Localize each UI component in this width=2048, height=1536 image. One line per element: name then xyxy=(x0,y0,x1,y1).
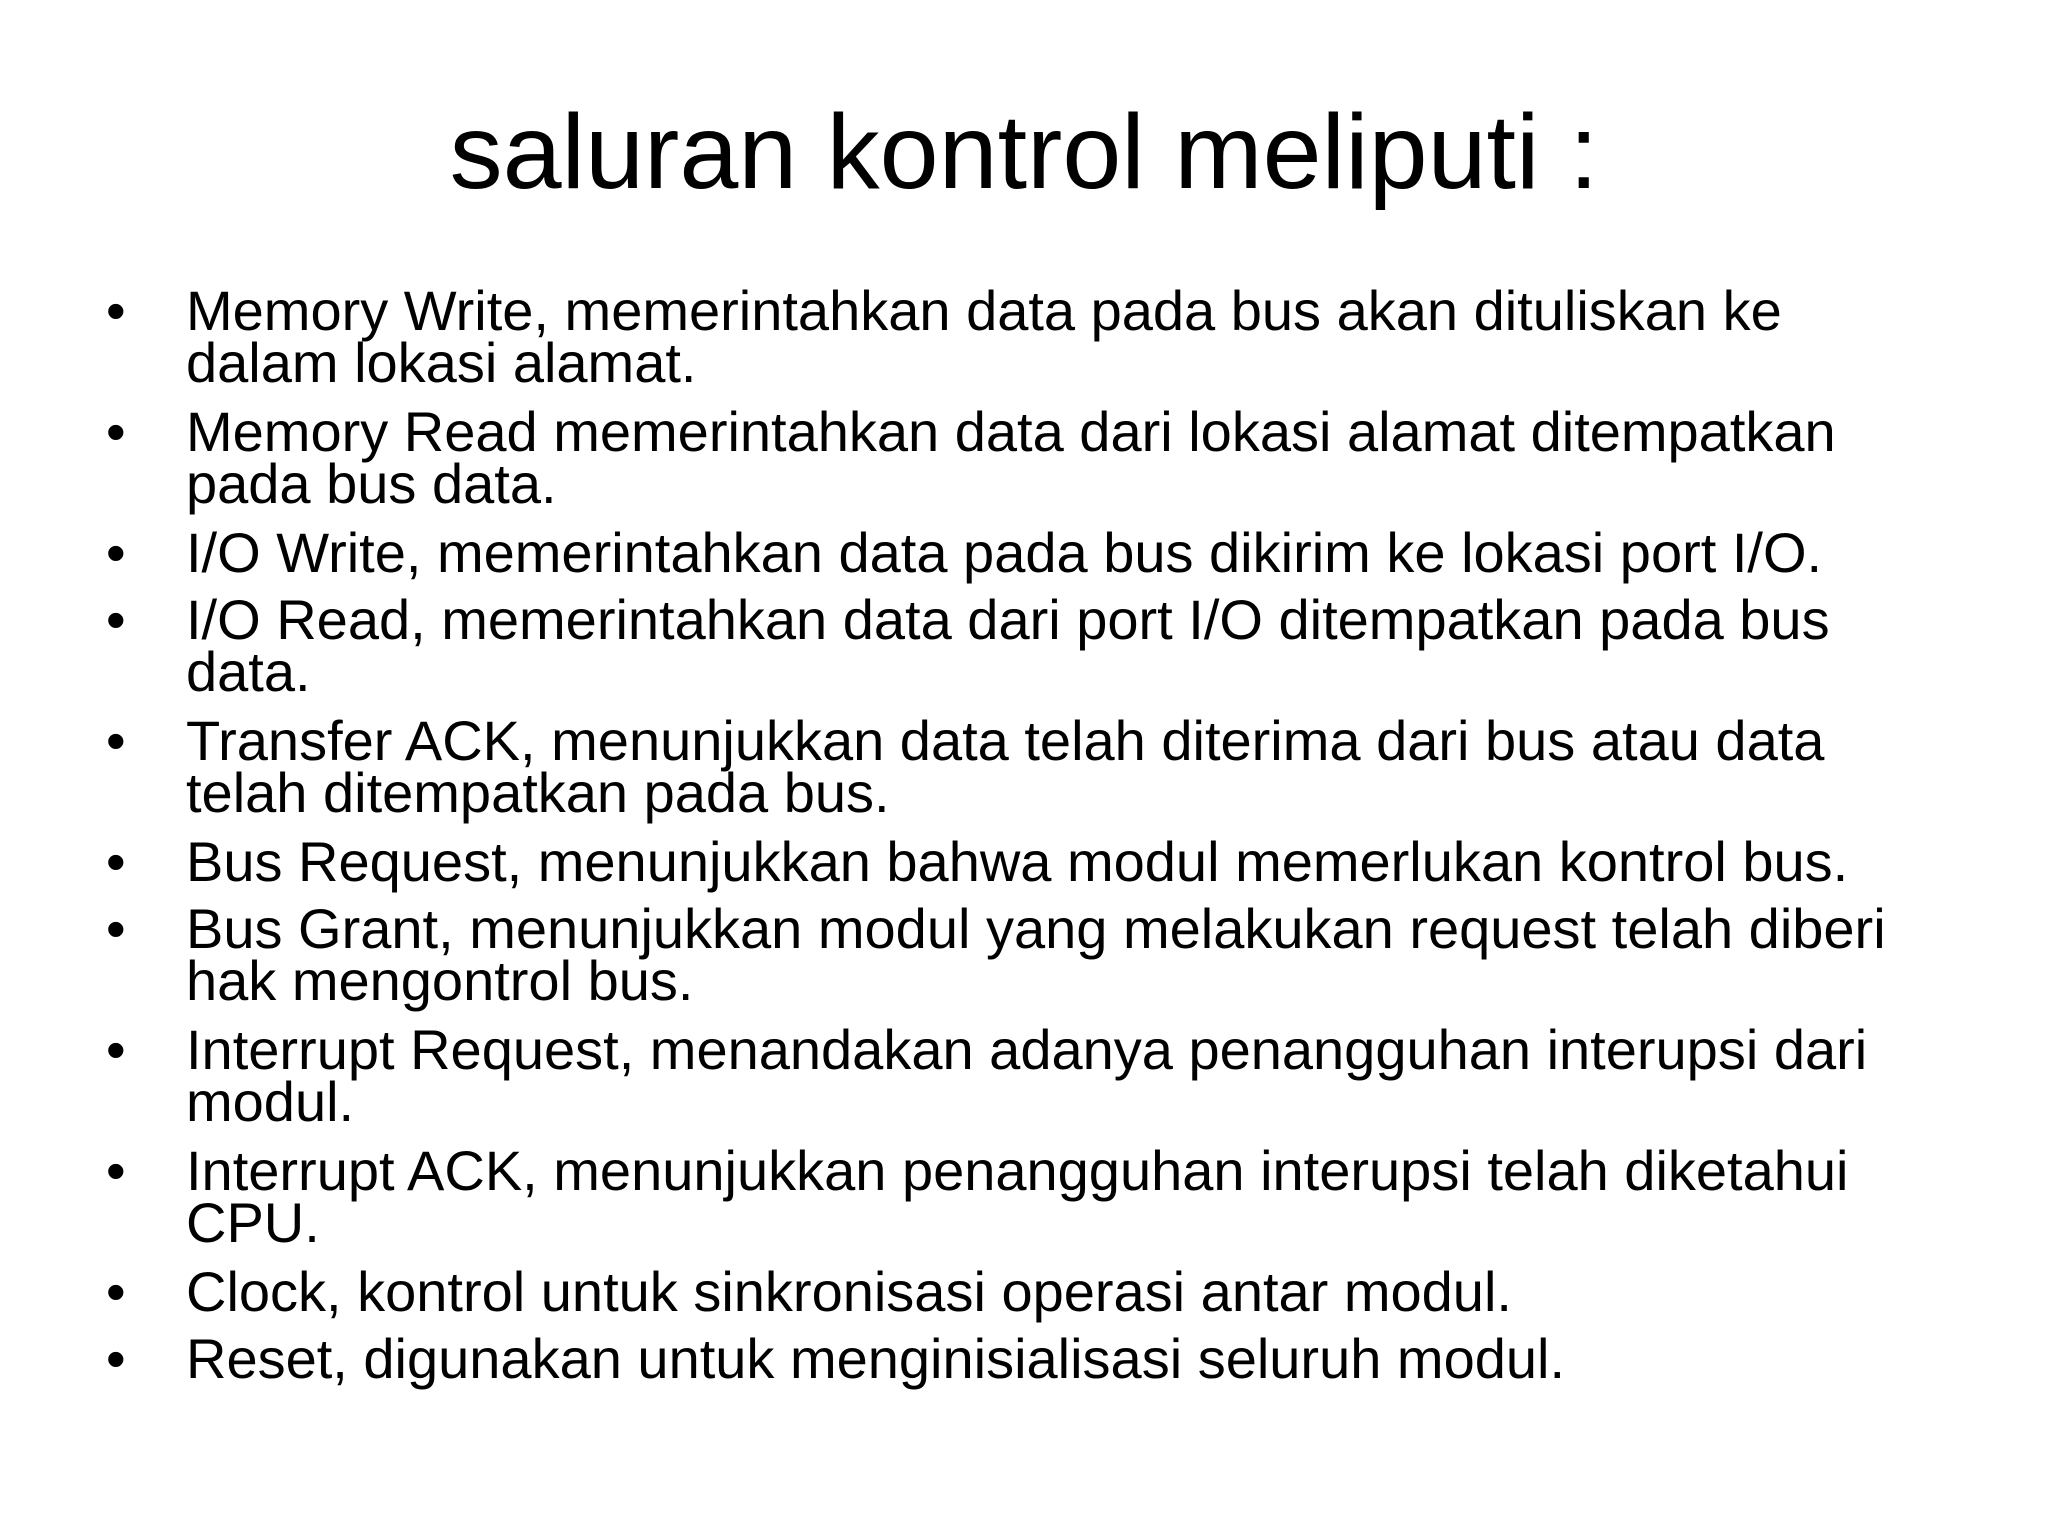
list-item xyxy=(0,1018,2048,1133)
list-item xyxy=(0,830,2048,893)
list-item-text: Interrupt Request, menandakan adanya penangguhan interupsi dari modul. xyxy=(186,1018,1868,1133)
bullet-icon: • xyxy=(106,1327,126,1390)
list-item xyxy=(0,521,2048,584)
list-item-text: I/O Write, memerintahkan data pada bus dikirim ke lokasi port I/O. xyxy=(186,521,1823,584)
list-item xyxy=(0,400,2048,515)
list-item-text: Memory Read memerintahkan data dari lokasi alamat ditempatkan pada bus data. xyxy=(186,400,1836,515)
list-item-text: Interrupt ACK, menunjukkan penangguhan interupsi telah diketahui CPU. xyxy=(186,1139,1849,1254)
list-item xyxy=(0,1327,2048,1390)
bullet-icon: • xyxy=(106,709,126,772)
bullet-list xyxy=(0,279,2048,1400)
bullet-icon: • xyxy=(106,1018,126,1081)
bullet-icon: • xyxy=(106,588,126,651)
bullet-icon: • xyxy=(106,1260,126,1323)
list-item xyxy=(0,709,2048,824)
bullet-icon: • xyxy=(106,830,126,893)
list-item xyxy=(0,588,2048,703)
list-item xyxy=(0,897,2048,1012)
list-item xyxy=(0,1260,2048,1323)
bullet-icon: • xyxy=(106,279,126,342)
list-item-text: Reset, digunakan untuk menginisialisasi seluruh modul. xyxy=(186,1327,1565,1390)
list-item xyxy=(0,1139,2048,1254)
list-item-text: Bus Grant, menunjukkan modul yang melakukan request telah diberi hak mengontrol bus. xyxy=(186,897,1886,1012)
list-item xyxy=(0,279,2048,394)
list-item-text: Memory Write, memerintahkan data pada bus akan dituliskan ke dalam lokasi alamat. xyxy=(186,279,1782,394)
list-item-text: Transfer ACK, menunjukkan data telah diterima dari bus atau data telah ditempatkan pada bus. xyxy=(186,709,1825,824)
slide-title: saluran kontrol meliputi : xyxy=(449,93,1599,211)
bullet-icon: • xyxy=(106,1139,126,1202)
bullet-icon: • xyxy=(106,400,126,463)
list-item-text: I/O Read, memerintahkan data dari port I/O ditempatkan pada bus data. xyxy=(186,588,1830,703)
list-item-text: Bus Request, menunjukkan bahwa modul memerlukan kontrol bus. xyxy=(186,830,1849,893)
list-item-text: Clock, kontrol untuk sinkronisasi operasi antar modul. xyxy=(186,1260,1512,1323)
bullet-icon: • xyxy=(106,521,126,584)
bullet-icon: • xyxy=(106,897,126,960)
